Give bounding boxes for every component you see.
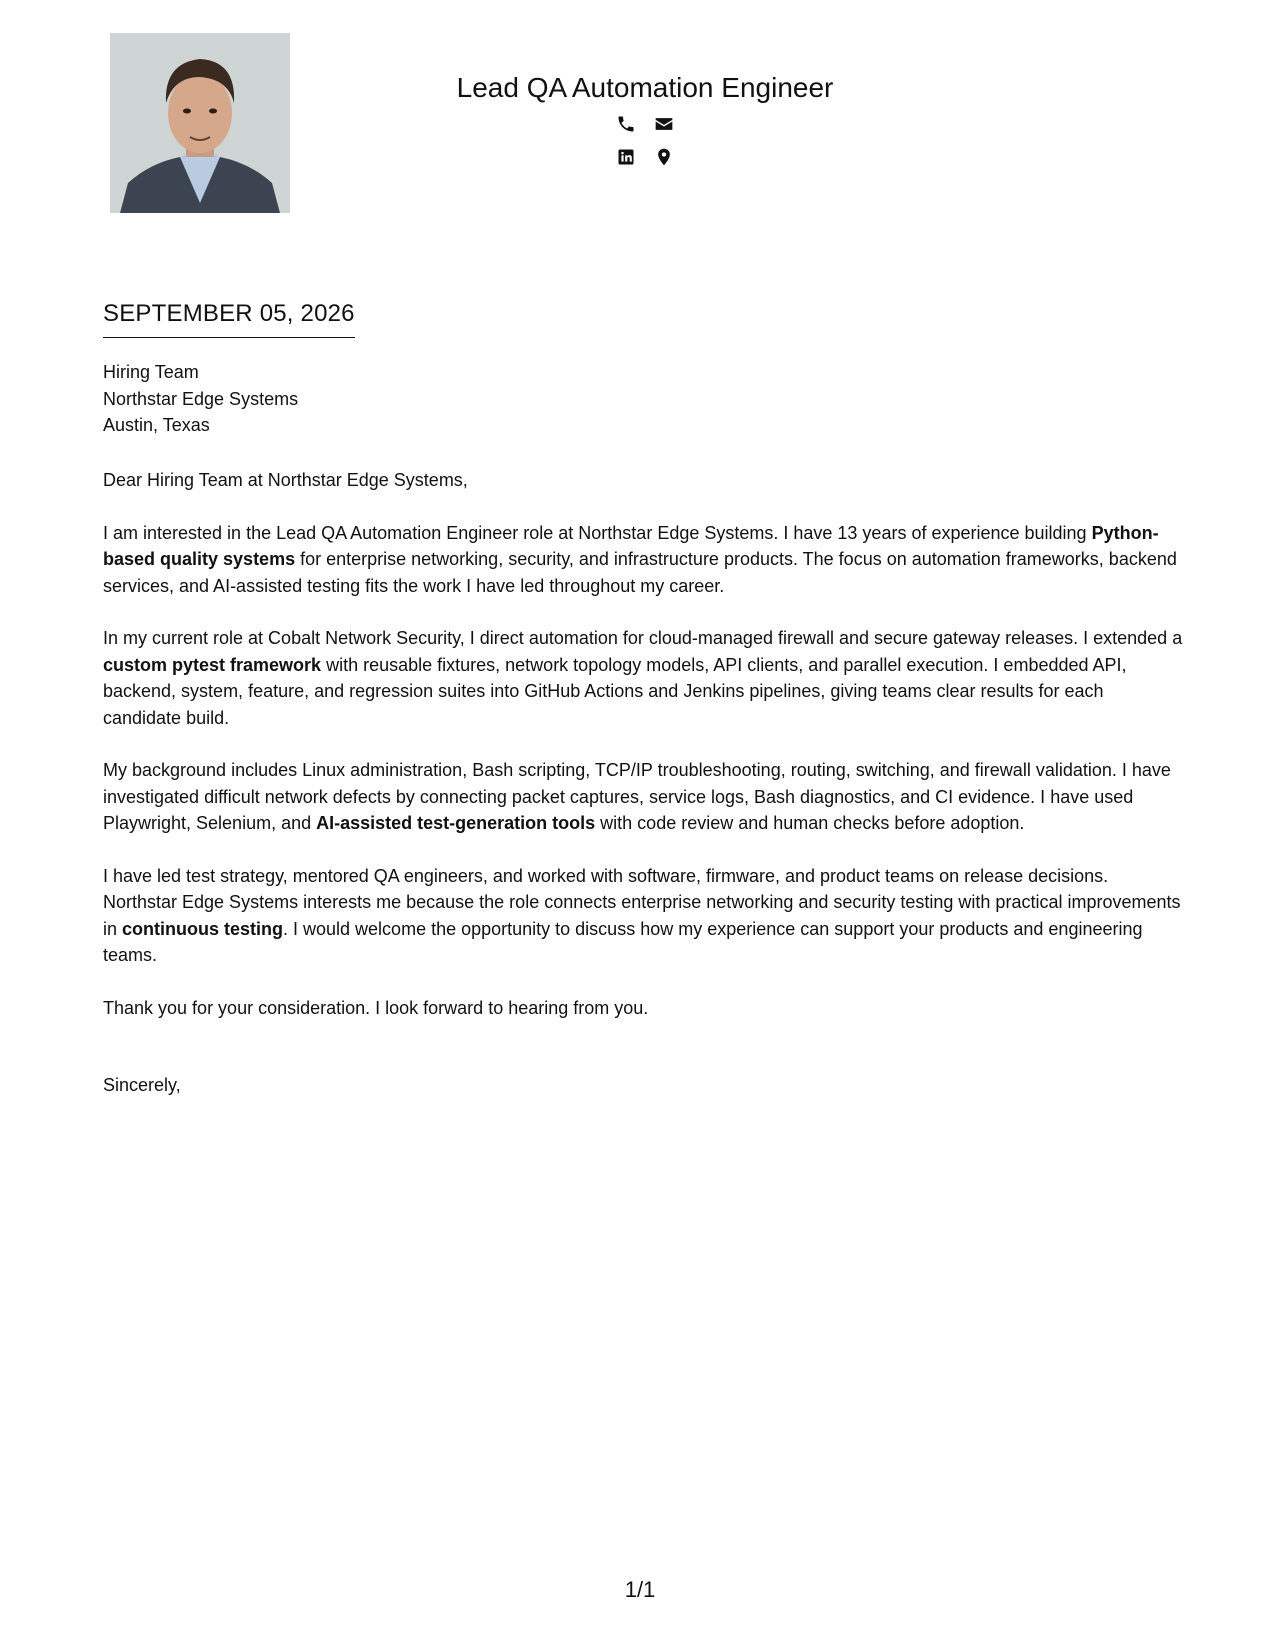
paragraph-1-text-end: for enterprise networking, security, and infrastructure products. The focus on automation frameworks, backend services, and AI-assisted testing fits the work I have led throughout my career. — [103, 549, 1177, 596]
paragraph-2 — [103, 625, 1183, 731]
paragraph-3-bold: AI-assisted test-generation tools — [316, 813, 596, 833]
page-number: 1/1 — [624, 1577, 656, 1602]
paragraph-2-text-end: with reusable fixtures, network topology models, API clients, and parallel execution. I embedded API, backend, system, feature, and regression suites into GitHub Actions and Jenkins pipelines, giving teams clear results for each candidate build. — [103, 654, 1127, 728]
recipient-company: Northstar Edge Systems — [103, 388, 299, 409]
paragraph-4-text-end: . I would welcome the opportunity to discuss how my experience can support your products and engineering teams. — [103, 918, 1143, 965]
paragraph-2-text: In my current role at Cobalt Network Security, I direct automation for cloud-managed firewall and secure gateway releases. I extended a — [103, 628, 1183, 648]
recipient-location: Austin, Texas — [103, 415, 210, 435]
paragraph-4-text: I have led test strategy, mentored QA engineers, and worked with software, firmware, and product teams on release decisions. Northstar Edge Systems interests me because the role connects enterprise networking and security testing with practical improvements in — [103, 865, 1181, 939]
signoff: Sincerely, — [103, 1075, 181, 1095]
recipient-line: Hiring Team — [103, 362, 199, 382]
email-icon[interactable] — [654, 114, 674, 134]
location-pin-icon[interactable] — [654, 147, 674, 167]
linkedin-icon[interactable] — [616, 147, 636, 167]
letter-body — [103, 467, 1183, 1047]
paragraph-2-bold: custom pytest framework — [103, 654, 322, 675]
paragraph-3-text-end: with code review and human checks before adoption. — [595, 813, 1025, 833]
contact-icons-row-1 — [0, 114, 1275, 134]
salutation: Dear Hiring Team at Northstar Edge Systems, — [103, 470, 468, 490]
closing-line: Thank you for your consideration. I look forward to hearing from you. — [103, 997, 649, 1018]
paragraph-4 — [103, 863, 1183, 969]
contact-icons-row-2 — [0, 147, 1275, 167]
letter-date: SEPTEMBER 05, 2026 — [103, 300, 355, 338]
paragraph-3 — [103, 757, 1183, 837]
paragraph-1-text: I am interested in the Lead QA Automation Engineer role at Northstar Edge Systems. I have 13 years of experience building — [103, 522, 1092, 543]
paragraph-4-bold: continuous testing — [122, 918, 284, 939]
phone-icon[interactable] — [616, 114, 636, 134]
paragraph-3-text: My background includes Linux administration, Bash scripting, TCP/IP troubleshooting, routing, switching, and firewall validation. I have investigated difficult network defects by connecting packet captures, service logs, Bash diagnostics, and CI evidence. I have used Playwright, Selenium, and — [103, 760, 1171, 833]
paragraph-1 — [103, 520, 1183, 600]
paragraph-1-bold: Python-based quality systems — [103, 522, 1159, 569]
job-title: Lead QA Automation Engineer — [456, 72, 834, 103]
recipient-address — [103, 359, 298, 439]
